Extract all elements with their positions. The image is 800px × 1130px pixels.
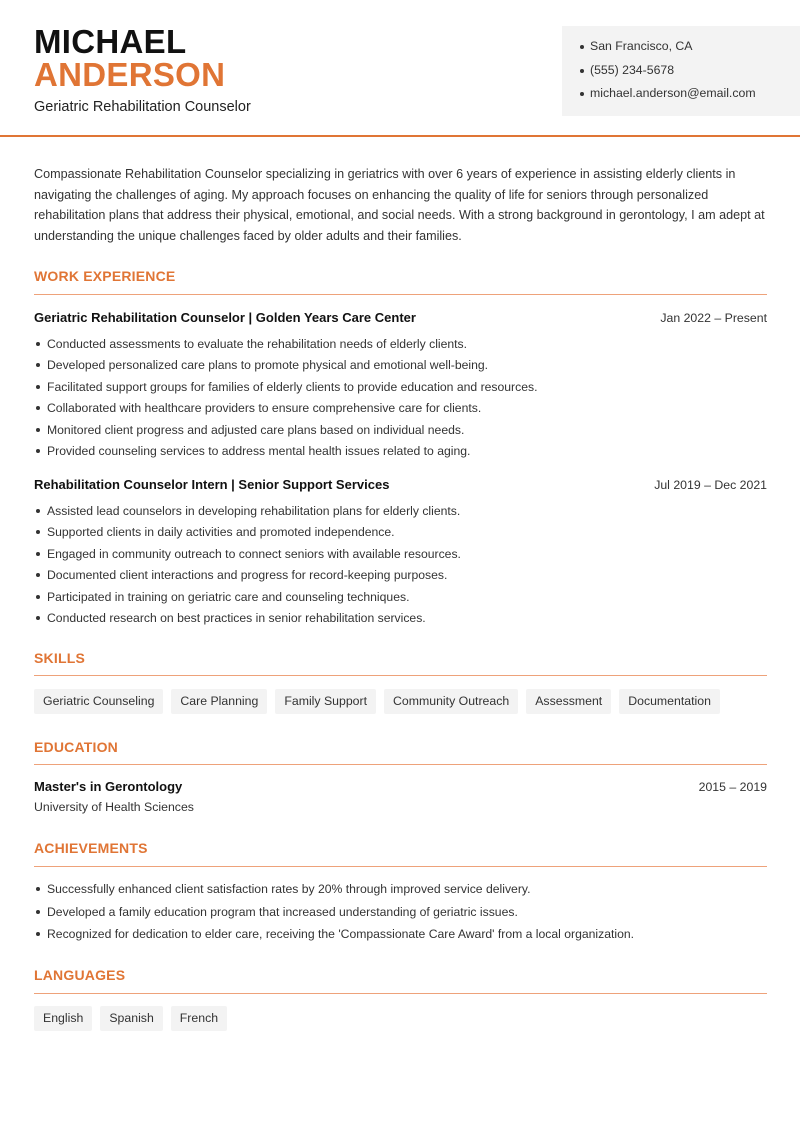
education-years: 2015 – 2019 [698, 780, 767, 794]
skill-tag: Care Planning [171, 689, 267, 714]
job-bullet-list [47, 336, 537, 464]
achievements-list [47, 881, 634, 949]
job-title: Geriatric Rehabilitation Counselor [34, 99, 251, 115]
language-tag: French [171, 1006, 227, 1031]
bullet-icon [580, 92, 584, 96]
section-divider [34, 866, 767, 867]
job-dates: Jan 2022 – Present [660, 311, 767, 325]
skill-tag: Family Support [275, 689, 376, 714]
resume-header [0, 0, 800, 137]
job-role: Geriatric Rehabilitation Counselor | Golden Years Care Center [34, 310, 416, 325]
bullet-icon [580, 69, 584, 73]
job-dates: Jul 2019 – Dec 2021 [654, 478, 767, 492]
skill-tag: Geriatric Counseling [34, 689, 163, 714]
languages-tags [34, 1006, 227, 1031]
list-item: Recognized for dedication to elder care, receiving the 'Compassionate Care Award' from a local organization. [47, 926, 634, 949]
last-name: ANDERSON [34, 56, 226, 93]
education-header [34, 779, 767, 794]
summary-paragraph: Compassionate Rehabilitation Counselor specializing in geriatrics with over 6 years of experience in assisting elderly clients in navigating the challenges of aging. My approach focuses on enhancing the quality of life for seniors through personalized rehabilitation plans that address their physical, emotional, and social needs. With a strong background in gerontology, I am adept at understanding the unique challenges faced by older adults and their families. [34, 167, 765, 243]
section-divider [34, 764, 767, 765]
contact-email-text: michael.anderson@email.com [590, 86, 756, 100]
education-school: University of Health Sciences [34, 800, 194, 814]
contact-location [580, 38, 756, 62]
list-item: Documented client interactions and progress for record-keeping purposes. [47, 567, 461, 588]
skill-tag: Community Outreach [384, 689, 518, 714]
section-title-experience: WORK EXPERIENCE [34, 268, 176, 284]
list-item: Provided counseling services to address mental health issues related to aging. [47, 443, 537, 464]
list-item: Supported clients in daily activities and promoted independence. [47, 524, 461, 545]
list-item: Engaged in community outreach to connect seniors with available resources. [47, 546, 461, 567]
list-item: Assisted lead counselors in developing rehabilitation plans for elderly clients. [47, 503, 461, 524]
contact-phone [580, 62, 756, 86]
list-item: Participated in training on geriatric care and counseling techniques. [47, 589, 461, 610]
list-item: Successfully enhanced client satisfaction rates by 20% through improved service delivery. [47, 881, 634, 904]
section-title-languages: LANGUAGES [34, 967, 126, 983]
job-role: Rehabilitation Counselor Intern | Senior Support Services [34, 477, 390, 492]
section-title-skills: SKILLS [34, 650, 85, 666]
contact-email [580, 85, 756, 109]
list-item: Developed personalized care plans to promote physical and emotional well-being. [47, 357, 537, 378]
list-item: Monitored client progress and adjusted care plans based on individual needs. [47, 422, 537, 443]
contact-box [562, 26, 800, 116]
list-item: Conducted assessments to evaluate the rehabilitation needs of elderly clients. [47, 336, 537, 357]
section-title-education: EDUCATION [34, 739, 118, 755]
contact-list [580, 38, 756, 109]
section-divider [34, 294, 767, 295]
contact-phone-text: (555) 234-5678 [590, 62, 675, 77]
skill-tag: Assessment [526, 689, 611, 714]
contact-location-text: San Francisco, CA [590, 39, 693, 53]
language-tag: English [34, 1006, 92, 1031]
list-item: Conducted research on best practices in senior rehabilitation services. [47, 610, 461, 631]
job-header [34, 477, 767, 492]
language-tag: Spanish [100, 1006, 162, 1031]
list-item: Developed a family education program that increased understanding of geriatric issues. [47, 904, 634, 927]
skills-tags [34, 689, 720, 714]
first-name: MICHAEL [34, 23, 187, 60]
section-divider [34, 993, 767, 994]
list-item: Facilitated support groups for families of elderly clients to provide education and resources. [47, 379, 537, 400]
bullet-icon [580, 45, 584, 49]
list-item: Collaborated with healthcare providers to ensure comprehensive care for clients. [47, 400, 537, 421]
job-bullet-list [47, 503, 461, 631]
skill-tag: Documentation [619, 689, 720, 714]
education-degree: Master's in Gerontology [34, 779, 183, 794]
section-title-achievements: ACHIEVEMENTS [34, 840, 148, 856]
section-divider [34, 675, 767, 676]
job-header [34, 310, 767, 325]
